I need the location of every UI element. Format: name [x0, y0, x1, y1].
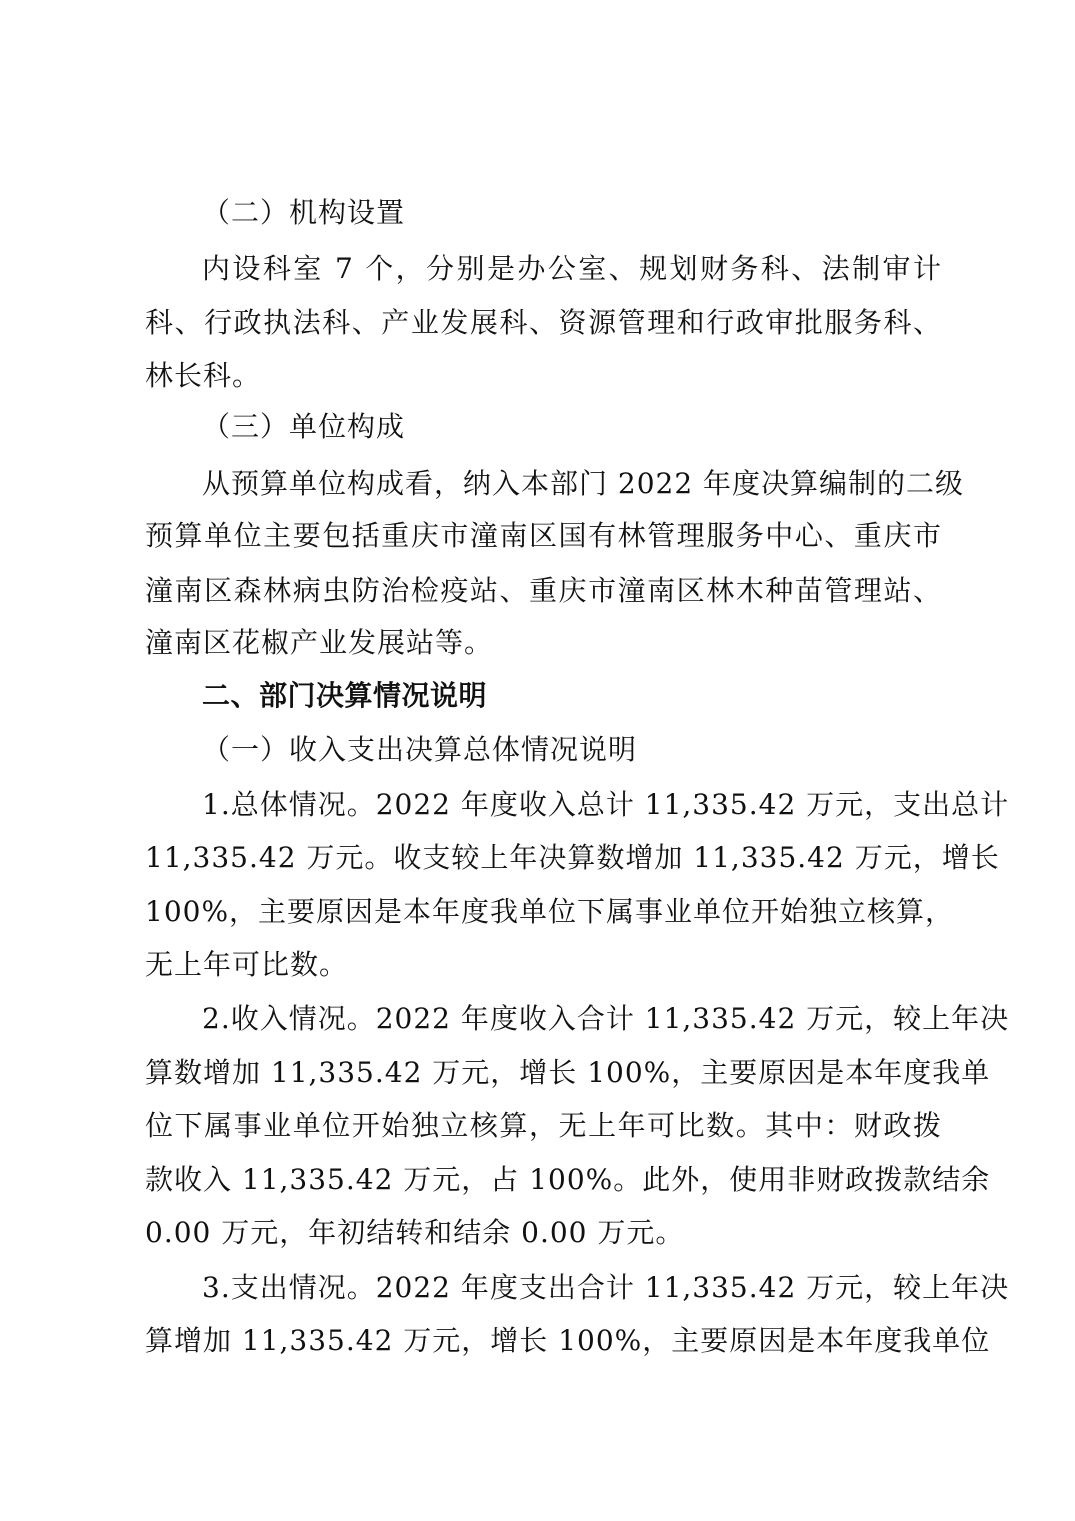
overall-paragraph-line-1: 1.总体情况。2022 年度收入总计 11,335.42 万元，支出总计 [202, 788, 1010, 821]
expense-paragraph-line-1: 3.支出情况。2022 年度支出合计 11,335.42 万元，较上年决 [202, 1271, 1010, 1304]
overall-paragraph-line-3: 100%，主要原因是本年度我单位下属事业单位开始独立核算， [145, 895, 955, 928]
overall-paragraph-line-2: 11,335.42 万元。收支较上年决算数增加 11,335.42 万元，增长 [145, 841, 1000, 874]
org-paragraph-line-2: 科、行政执法科、产业发展科、资源管理和行政审批服务科、 [145, 306, 942, 339]
section-two-heading: 二、部门决算情况说明 [202, 679, 488, 712]
heading-org-structure: （二）机构设置 [202, 196, 406, 229]
income-paragraph-line-1: 2.收入情况。2022 年度收入合计 11,335.42 万元，较上年决 [202, 1002, 1010, 1035]
units-paragraph-line-4: 潼南区花椒产业发展站等。 [145, 626, 494, 659]
units-paragraph-line-1: 从预算单位构成看，纳入本部门 2022 年度决算编制的二级 [202, 467, 965, 500]
overall-paragraph-line-4: 无上年可比数。 [145, 948, 349, 981]
income-paragraph-line-4: 款收入 11,335.42 万元，占 100%。此外，使用非财政拨款结余 [145, 1163, 991, 1196]
heading-unit-composition: （三）单位构成 [202, 410, 406, 443]
org-paragraph-line-1: 内设科室 7 个，分别是办公室、规划财务科、法制审计 [202, 252, 942, 285]
units-paragraph-line-3: 潼南区森林病虫防治检疫站、重庆市潼南区林木种苗管理站、 [145, 574, 942, 607]
units-paragraph-line-2: 预算单位主要包括重庆市潼南区国有林管理服务中心、重庆市 [145, 519, 942, 552]
income-paragraph-line-5: 0.00 万元，年初结转和结余 0.00 万元。 [145, 1216, 685, 1249]
org-paragraph-line-3: 林长科。 [145, 359, 262, 392]
income-paragraph-line-2: 算数增加 11,335.42 万元，增长 100%，主要原因是本年度我单 [145, 1056, 991, 1089]
income-paragraph-line-3: 位下属事业单位开始独立核算，无上年可比数。其中：财政拨 [145, 1109, 942, 1142]
heading-overview: （一）收入支出决算总体情况说明 [202, 733, 638, 766]
expense-paragraph-line-2: 算增加 11,335.42 万元，增长 100%，主要原因是本年度我单位 [145, 1324, 991, 1357]
